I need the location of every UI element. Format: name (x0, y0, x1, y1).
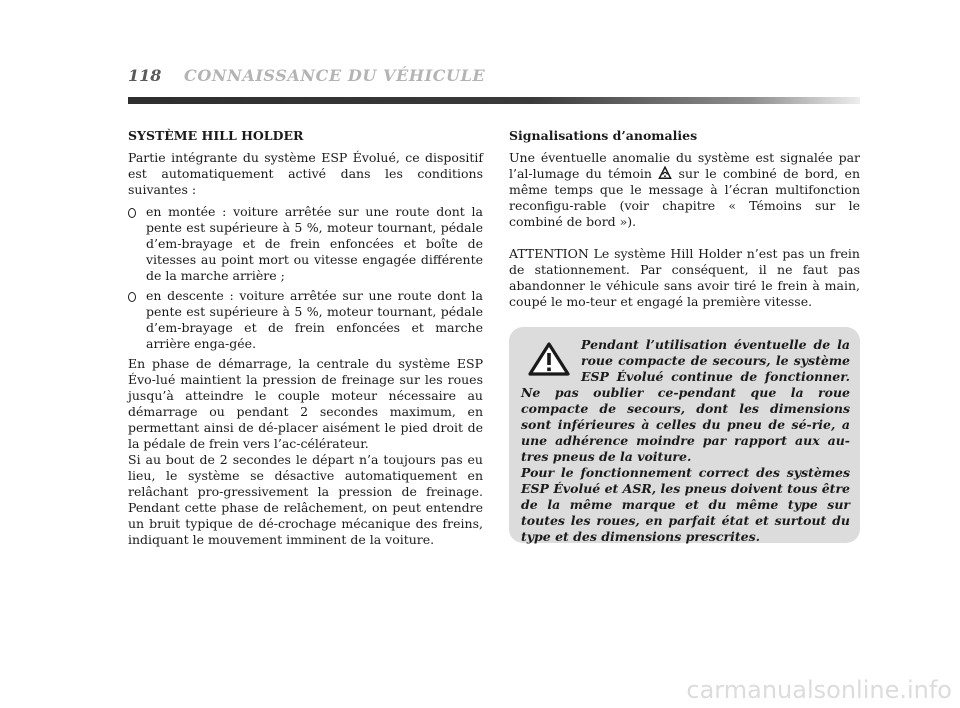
warning-text-tyres: Pour le fonctionnement correct des systèmes ESP Évolué et ASR, les pneus doivent tous être de la même marque et du même type sur toutes les roues, en parfait état et surtout du type et des dimensions prescrites. (521, 465, 850, 544)
watermark-logo: carmanualsonline.info (686, 676, 952, 704)
header-rule (128, 97, 860, 104)
list-item (128, 288, 483, 352)
list-item (128, 204, 483, 284)
anomalies-heading: Signalisations d’anomalies (509, 128, 698, 143)
bullet-text: en descente : voiture arrêtée sur une route dont la pente est supérieure à 5 %, moteur tournant, pédale d’em-brayage et de frein enfoncées et marche arrière enga-gée. (146, 288, 483, 351)
bullet-text: en montée : voiture arrêtée sur une route dont la pente est supérieure à 5 %, moteur tournant, pédale d’em-brayage et de frein enfoncées et boîte de vitesses au point mort ou vitesse engagée différente de la marche arrière ; (146, 204, 483, 283)
bullet-icon (128, 292, 136, 302)
attention-paragraph: ATTENTION Le système Hill Holder n’est pas un frein de stationnement. Par conséquent, il ne faut pas abandonner le véhicule sans avoir tiré le frein à main, coupé le mo-teur et engagé la première vitesse. (509, 246, 860, 309)
release-paragraph: Si au bout de 2 secondes le départ n’a toujours pas eu lieu, le système se désactive automatiquement en relâchant pro-gressivement la pression de freinage. Pendant cette phase de relâchement, on peut entendre un bruit typique de dé-crochage mécanique des freins, indiquant le mouvement imminent de la voiture. (128, 452, 483, 547)
anomaly-text-before: Une éventuelle anomalie du système est signalée par l’al-lumage du témoin (509, 150, 860, 181)
right-column (509, 128, 860, 310)
esp-warning-icon (658, 166, 672, 180)
warning-box (509, 327, 860, 543)
left-column (128, 128, 483, 548)
hill-holder-heading: SYSTÈME HILL HOLDER (128, 128, 304, 143)
intro-paragraph: Partie intégrante du système ESP Évolué, ce dispositif est automatiquement activé dans les conditions suivantes : (128, 150, 483, 197)
startup-paragraph: En phase de démarrage, la centrale du système ESP Évo-lué maintient la pression de freinage sur les roues jusqu’à atteindre le couple moteur nécessaire au démarrage ou pendant 2 secondes maximum, en permettant ainsi de dé-placer aisément le pied droit de la pédale de frein vers l’ac-célérateur. (128, 356, 483, 451)
section-title: CONNAISSANCE DU VÉHICULE (184, 66, 486, 85)
anomaly-paragraph (509, 150, 860, 230)
warning-text-spare-wheel: Pendant l’utilisation éventuelle de la roue compacte de secours, le système ESP Évolué continue de fonctionner. Ne pas oublier ce-pendant que la roue compacte de secours, dont les dimensions sont inférieures à celles du pneu de sé-rie, a une adhérence moindre par rapport aux au-tres pneus de la voiture. (521, 337, 850, 464)
anomaly-text-after: sur le combiné de bord, en même temps que le message à l’écran multifonction reconfigu-rable (voir chapitre « Témoins sur le combiné de bord »). (509, 166, 861, 229)
warning-triangle-icon (527, 341, 571, 377)
bullet-icon (128, 208, 136, 218)
page-number: 118 (128, 66, 162, 85)
page-header (128, 66, 860, 96)
